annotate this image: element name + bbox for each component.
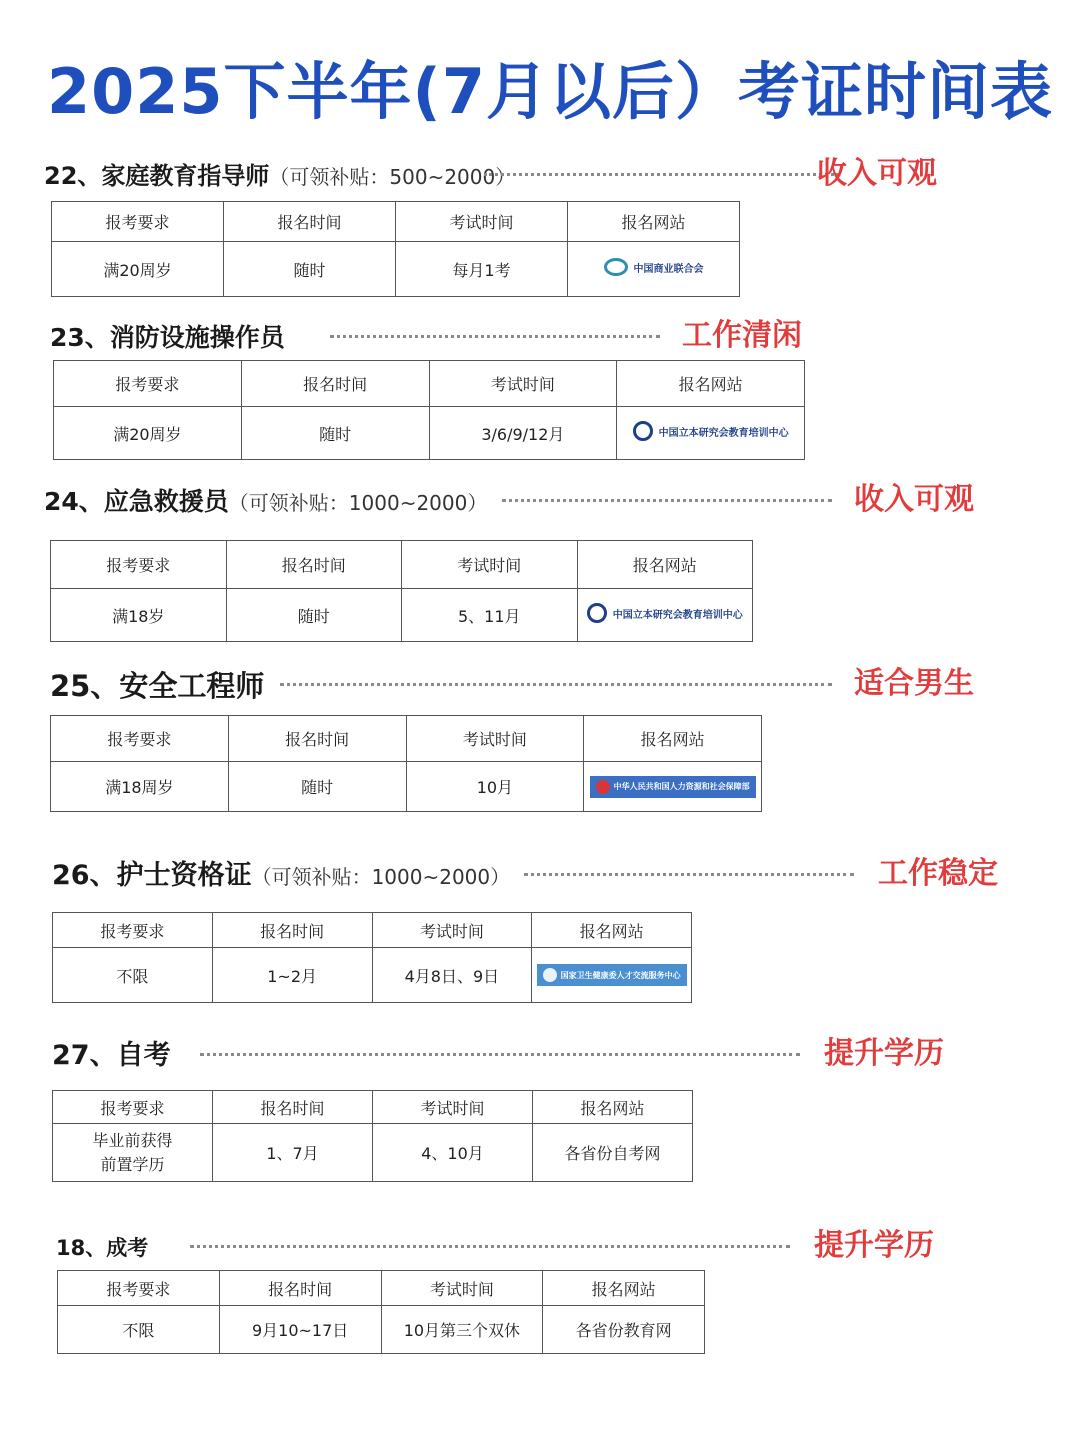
logo-text: 中国立本研究会教育培训中心 [612, 609, 743, 621]
registration-time-cell: 随时 [241, 407, 429, 460]
section-heading-27 [52, 1036, 972, 1076]
logo-text: 中华人民共和国人力资源和社会保障部 [613, 782, 750, 791]
table-row [52, 242, 740, 297]
section-tag: 工作清闲 [682, 318, 802, 353]
health-commission-logo-icon [543, 968, 557, 982]
exam-time-cell: 4、10月 [373, 1124, 533, 1182]
header-cell: 报考要求 [54, 361, 242, 407]
section-name: 22、家庭教育指导师 [44, 162, 270, 190]
header-cell: 报名时间 [241, 361, 429, 407]
exam-table-23 [53, 360, 805, 460]
header-cell: 报考要求 [51, 541, 227, 589]
table-row [53, 1124, 693, 1182]
header-cell: 报名网站 [584, 716, 762, 762]
header-cell: 报名时间 [226, 541, 402, 589]
website-cell[interactable] [568, 242, 740, 297]
requirement-cell: 满20周岁 [52, 242, 224, 297]
dotted-leader [190, 1245, 790, 1248]
header-cell: 考试时间 [381, 1271, 543, 1306]
requirement-cell: 不限 [58, 1306, 220, 1354]
header-cell: 考试时间 [402, 541, 578, 589]
header-cell: 考试时间 [396, 202, 568, 242]
header-cell: 报考要求 [52, 202, 224, 242]
exam-time-cell: 10月 [406, 762, 584, 812]
section-name: 25、安全工程师 [50, 669, 265, 703]
registration-time-cell: 随时 [224, 242, 396, 297]
exam-table-24 [50, 540, 753, 642]
header-cell: 报考要求 [53, 913, 213, 948]
section-tag: 收入可观 [854, 482, 974, 517]
section-tag: 提升学历 [824, 1036, 944, 1071]
section-heading-18 [56, 1228, 956, 1268]
header-cell: 考试时间 [429, 361, 617, 407]
section-name: 24、应急救援员 [44, 487, 229, 516]
registration-time-cell: 1~2月 [212, 948, 372, 1003]
exam-time-cell: 每月1考 [396, 242, 568, 297]
cgcc-logo-icon [604, 258, 628, 276]
requirement-cell: 毕业前获得 前置学历 [92, 1130, 173, 1174]
registration-time-cell: 9月10~17日 [219, 1306, 381, 1354]
requirement-cell: 满20周岁 [54, 407, 242, 460]
education-center-logo[interactable] [587, 603, 743, 623]
mohrss-banner[interactable] [590, 776, 756, 798]
section-tag: 适合男生 [854, 666, 974, 701]
page-title: 2025下半年(7月以后）考证时间表 [46, 55, 1054, 128]
registration-time-cell: 1、7月 [213, 1124, 373, 1182]
education-center-logo-icon [587, 603, 607, 623]
section-note: （可领补贴：500~2000） [269, 165, 516, 189]
exam-time-cell: 10月第三个双休 [381, 1306, 543, 1354]
exam-table-26 [52, 912, 692, 1003]
header-cell: 报名时间 [212, 913, 372, 948]
header-cell: 报名网站 [577, 541, 753, 589]
registration-time-cell: 随时 [226, 589, 402, 642]
section-heading-23 [50, 318, 810, 358]
section-tag: 工作稳定 [878, 856, 998, 891]
table-row [54, 407, 805, 460]
health-commission-banner[interactable] [537, 964, 687, 986]
header-cell: 报名网站 [533, 1091, 693, 1124]
header-cell: 考试时间 [372, 913, 532, 948]
dotted-leader [524, 873, 854, 876]
table-row [51, 589, 753, 642]
table-header-row [54, 361, 805, 407]
header-cell: 考试时间 [373, 1091, 533, 1124]
section-name: 26、护士资格证 [52, 860, 252, 891]
section-note: （可领补贴：1000~2000） [251, 865, 511, 889]
table-row [51, 762, 762, 812]
dotted-leader [280, 683, 832, 686]
header-cell: 报名网站 [568, 202, 740, 242]
section-note: （可领补贴：1000~2000） [228, 491, 488, 515]
table-header-row [58, 1271, 705, 1306]
section-heading-22 [44, 156, 994, 196]
website-cell: 各省份教育网 [543, 1306, 705, 1354]
section-name: 23、消防设施操作员 [50, 323, 285, 352]
section-heading-25 [50, 666, 990, 706]
exam-time-cell: 4月8日、9日 [372, 948, 532, 1003]
section-heading-26 [52, 856, 1012, 896]
cgcc-logo[interactable] [604, 258, 704, 276]
website-cell[interactable] [532, 948, 692, 1003]
exam-table-25 [50, 715, 762, 812]
registration-time-cell: 随时 [228, 762, 406, 812]
requirement-cell: 满18岁 [51, 589, 227, 642]
header-cell: 报名网站 [617, 361, 805, 407]
website-cell[interactable] [577, 589, 753, 642]
header-cell: 报名时间 [219, 1271, 381, 1306]
table-row [53, 948, 692, 1003]
dotted-leader [200, 1053, 800, 1056]
requirement-cell: 满18周岁 [51, 762, 229, 812]
table-header-row [53, 1091, 693, 1124]
education-center-logo-icon [633, 421, 653, 441]
dotted-leader [330, 335, 660, 338]
logo-text: 中国商业联合会 [633, 263, 704, 275]
header-cell: 报考要求 [51, 716, 229, 762]
header-cell: 报考要求 [58, 1271, 220, 1306]
national-emblem-icon [596, 780, 610, 794]
website-cell[interactable] [617, 407, 805, 460]
exam-time-cell: 5、11月 [402, 589, 578, 642]
table-header-row [51, 716, 762, 762]
requirement-cell: 不限 [53, 948, 213, 1003]
dotted-leader [484, 173, 839, 176]
table-header-row [53, 913, 692, 948]
dotted-leader [502, 499, 832, 502]
section-tag: 提升学历 [814, 1228, 934, 1263]
table-header-row [51, 541, 753, 589]
header-cell: 报名时间 [228, 716, 406, 762]
website-cell[interactable] [584, 762, 762, 812]
header-cell: 报名网站 [543, 1271, 705, 1306]
header-cell: 考试时间 [406, 716, 584, 762]
exam-table-22 [51, 201, 740, 297]
logo-text: 国家卫生健康委人才交流服务中心 [560, 970, 681, 980]
section-name: 18、成考 [56, 1236, 149, 1260]
section-tag: 收入可观 [817, 156, 937, 191]
logo-text: 中国立本研究会教育培训中心 [658, 427, 789, 439]
table-row [58, 1306, 705, 1354]
section-heading-24 [44, 482, 994, 522]
exam-time-cell: 3/6/9/12月 [429, 407, 617, 460]
exam-table-18 [57, 1270, 705, 1354]
exam-table-27 [52, 1090, 693, 1182]
education-center-logo[interactable] [633, 421, 789, 441]
table-header-row [52, 202, 740, 242]
section-name: 27、自考 [52, 1040, 171, 1071]
website-cell: 各省份自考网 [533, 1124, 693, 1182]
header-cell: 报名时间 [213, 1091, 373, 1124]
header-cell: 报考要求 [53, 1091, 213, 1124]
header-cell: 报名网站 [532, 913, 692, 948]
header-cell: 报名时间 [224, 202, 396, 242]
